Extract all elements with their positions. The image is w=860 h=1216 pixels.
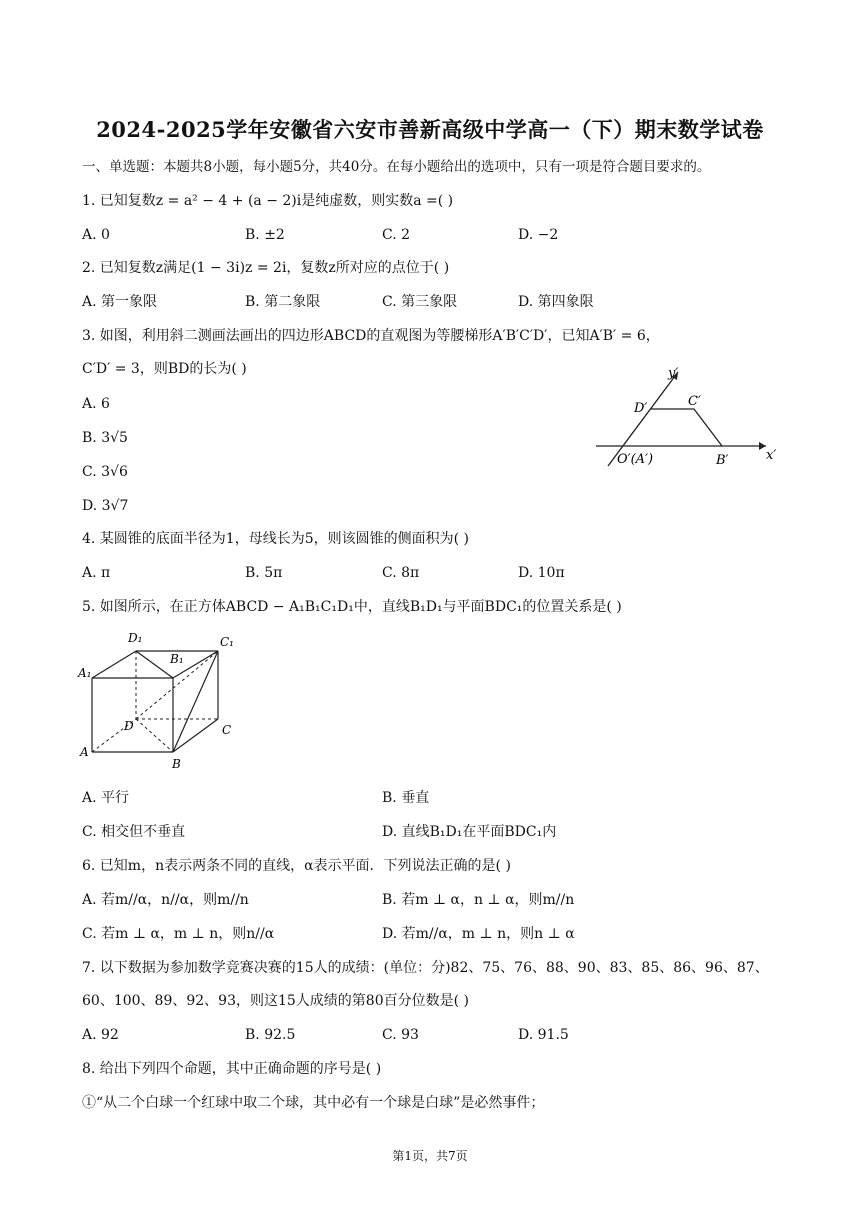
label-origin: O′(A′) xyxy=(617,452,654,467)
question-8-stem: 8. 给出下列四个命题，其中正确命题的序号是( ) xyxy=(82,1061,382,1077)
question-1-stem: 1. 已知复数z = a² − 4 + (a − 2)i是纯虚数，则实数a =( ) xyxy=(82,193,454,209)
q3-option-b: B. 3√5 xyxy=(82,430,128,446)
q3-option-d: D. 3√7 xyxy=(82,498,129,514)
line-d-b xyxy=(136,719,173,752)
q6-option-d: D. 若m//α，m ⊥ n，则n ⊥ α xyxy=(382,926,575,942)
q2-option-b: B. 第二象限 xyxy=(245,294,321,310)
q2-option-c: C. 第三象限 xyxy=(382,294,458,310)
q1-option-d: D. −2 xyxy=(518,227,559,243)
q4-option-b: B. 5π xyxy=(245,565,283,581)
q1-option-a: A. 0 xyxy=(82,227,110,243)
question-7-stem: 7. 以下数据为参加数学竞赛决赛的15人的成绩：(单位：分)82、75、76、88、90、83、85、86、96、87、 xyxy=(82,960,769,976)
q1-option-b: B. ±2 xyxy=(245,227,285,243)
q5-option-c: C. 相交但不垂直 xyxy=(82,824,186,840)
q2-option-a: A. 第一象限 xyxy=(82,294,158,310)
page-footer: 第1页，共7页 xyxy=(392,1149,468,1163)
trapezoid-figure xyxy=(590,362,780,472)
label-c: C xyxy=(222,723,232,737)
q7-option-a: A. 92 xyxy=(82,1027,119,1043)
question-6-stem: 6. 已知m，n表示两条不同的直线，α表示平面．下列说法正确的是( ) xyxy=(82,858,511,874)
q5-option-d: D. 直线B₁D₁在平面BDC₁内 xyxy=(382,824,557,840)
q2-option-d: D. 第四象限 xyxy=(518,294,594,310)
q1-option-c: C. 2 xyxy=(382,227,411,243)
label-y-axis: y′ xyxy=(668,366,679,381)
question-3-stem: 3. 如图，利用斜二测画法画出的四边形ABCD的直观图为等腰梯形A′B′C′D′，已知A′B′ = 6， xyxy=(82,328,660,344)
label-d1: D₁ xyxy=(128,631,143,645)
label-b: B xyxy=(172,757,181,771)
edge-a1-d1 xyxy=(92,651,136,678)
question-5-stem: 5. 如图所示，在正方体ABCD − A₁B₁C₁D₁中，直线B₁D₁与平面BDC₁的位置关系是( ) xyxy=(82,599,622,615)
question-2-stem: 2. 已知复数z满足(1 − 3i)z = 2i，复数z所对应的点位于( ) xyxy=(82,260,450,276)
label-b-prime: B′ xyxy=(716,453,729,468)
question-4-stem: 4. 某圆锥的底面半径为1，母线长为5，则该圆锥的侧面积为( ) xyxy=(82,531,469,547)
line-d1-b1 xyxy=(136,651,173,678)
label-c1: C₁ xyxy=(220,635,234,649)
q7-option-d: D. 91.5 xyxy=(518,1027,569,1043)
question-7-stem-cont: 60、100、89、92、93，则这15人成绩的第80百分位数是( ) xyxy=(82,993,469,1009)
label-b1: B₁ xyxy=(170,652,184,666)
cube-figure xyxy=(72,626,244,772)
x-axis-arrow xyxy=(759,442,766,450)
trapezoid-sides xyxy=(651,409,722,446)
q5-option-a: A. 平行 xyxy=(82,790,130,806)
label-a: A xyxy=(80,745,89,759)
q6-option-b: B. 若m ⊥ α，n ⊥ α，则m//n xyxy=(382,892,575,908)
question-8-statement-1: ①“从二个白球一个红球中取二个球，其中必有一个球是白球”是必然事件； xyxy=(82,1095,545,1111)
label-c-prime: C′ xyxy=(688,394,701,409)
q7-option-c: C. 93 xyxy=(382,1027,419,1043)
label-a1: A₁ xyxy=(78,666,92,680)
section-heading: 一、单选题：本题共8小题，每小题5分，共40分。在每小题给出的选项中，只有一项是符合题目要求的。 xyxy=(82,159,711,175)
page-title: 2024-2025学年安徽省六安市善新高级中学高一（下）期末数学试卷 xyxy=(96,117,764,142)
q6-option-a: A. 若m//α，n//α，则m//n xyxy=(82,892,249,908)
q4-option-c: C. 8π xyxy=(382,565,420,581)
label-d-prime: D′ xyxy=(634,401,648,416)
question-3-stem-cont: C′D′ = 3，则BD的长为( ) xyxy=(82,361,247,377)
q3-option-a: A. 6 xyxy=(82,396,110,412)
q5-option-b: B. 垂直 xyxy=(382,790,430,806)
label-x-axis: x′ xyxy=(766,448,777,463)
line-b-c1 xyxy=(173,651,218,752)
q7-option-b: B. 92.5 xyxy=(245,1027,296,1043)
label-d: D xyxy=(124,719,134,733)
q3-option-c: C. 3√6 xyxy=(82,464,128,480)
q4-option-a: A. π xyxy=(82,565,111,581)
q4-option-d: D. 10π xyxy=(518,565,565,581)
q6-option-c: C. 若m ⊥ α，m ⊥ n，则n//α xyxy=(82,926,275,942)
